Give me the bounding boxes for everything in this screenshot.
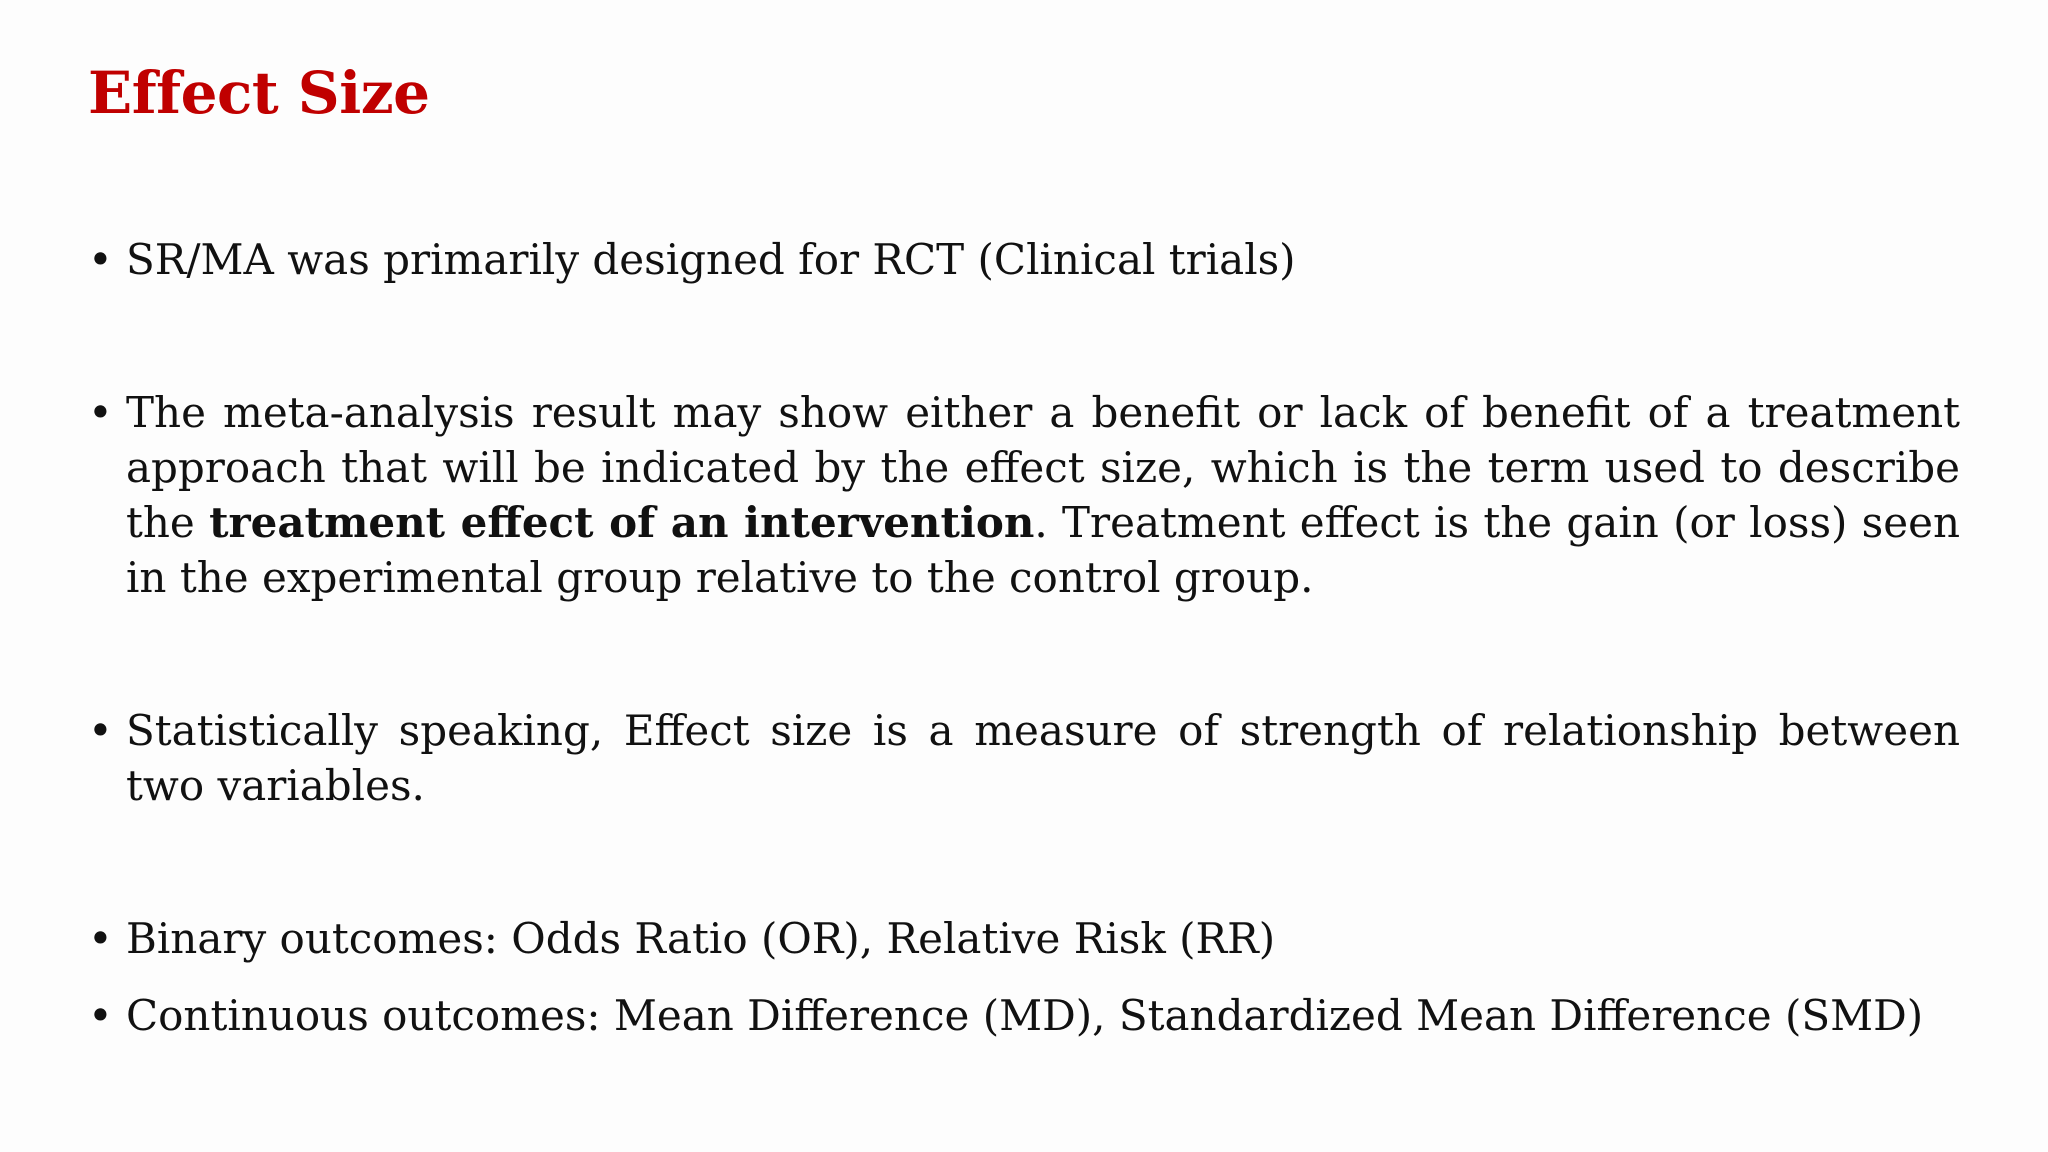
bullet-text: Statistically speaking, Effect size is a measure of strength of relationship between two variables. xyxy=(126,706,1960,810)
bullet-text: SR/MA was primarily designed for RCT (Clinical trials) xyxy=(126,235,1296,284)
bullet-item xyxy=(88,988,1960,1043)
bullet-dot-icon: • xyxy=(88,388,113,437)
bullet-text-bold: treatment effect of an intervention xyxy=(209,498,1035,547)
bullet-dot-icon: • xyxy=(88,706,113,755)
bullet-dot-icon: • xyxy=(88,914,113,963)
bullet-item xyxy=(88,911,1960,966)
bullet-text: Continuous outcomes: Mean Difference (MD), Standardized Mean Difference (SMD) xyxy=(126,991,1924,1040)
bullet-dot-icon: • xyxy=(88,235,113,284)
bullet-item xyxy=(88,703,1960,813)
bullet-item xyxy=(88,232,1960,287)
bullet-dot-icon: • xyxy=(88,991,113,1040)
bullet-text xyxy=(126,385,1960,605)
bullet-text: Binary outcomes: Odds Ratio (OR), Relative Risk (RR) xyxy=(126,914,1276,963)
bullet-list xyxy=(88,232,1960,1043)
slide-title: Effect Size xyxy=(88,59,430,127)
bullet-text-after: . Treatment effect is the gain (or loss) seen in the experimental group relative to the control group. xyxy=(126,498,1960,602)
bullet-text-before: The meta-analysis result may show either a benefit or lack of benefit of a treatment approach that will be indicated by the effect size, which is the term used to describe the xyxy=(126,388,1960,547)
bullet-item xyxy=(88,385,1960,605)
